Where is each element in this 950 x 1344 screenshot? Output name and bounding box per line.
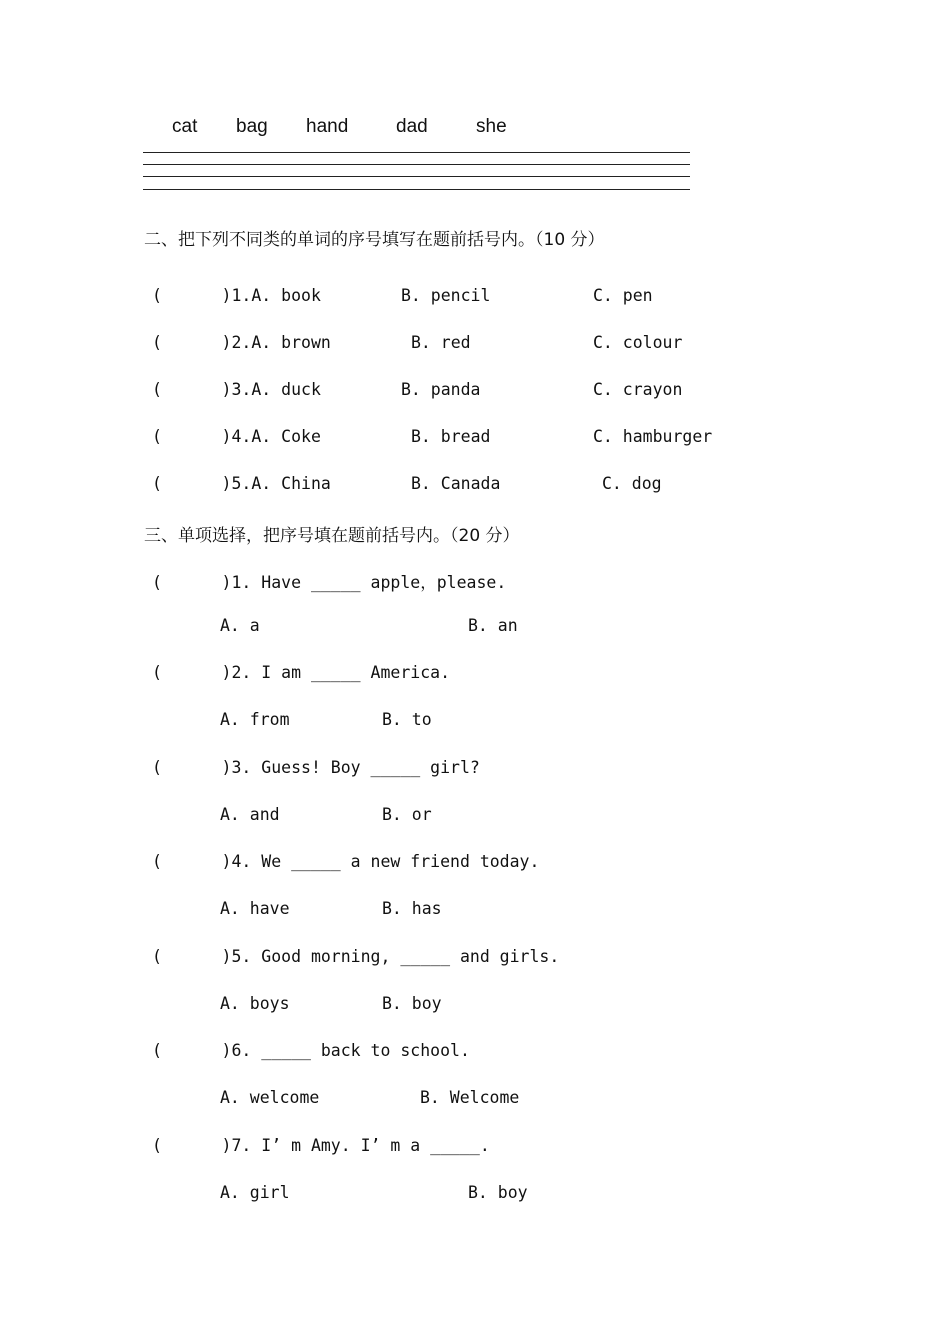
option-a: A. and bbox=[220, 805, 280, 824]
section2-heading: 二、把下列不同类的单词的序号填写在题前括号内。（10 分） bbox=[144, 230, 605, 250]
question-text: ( )5. Good morning, _____ and girls. bbox=[152, 947, 560, 966]
option-b: B. has bbox=[382, 899, 442, 918]
option-b: B. or bbox=[382, 805, 432, 824]
option-b: B. red bbox=[411, 333, 471, 352]
section3-heading: 三、单项选择，把序号填在题前括号内。（20 分） bbox=[144, 526, 520, 546]
option-b: B. an bbox=[468, 616, 518, 635]
question-text: ( )4. We _____ a new friend today. bbox=[152, 852, 540, 871]
option-a: A. have bbox=[220, 899, 290, 918]
option-b: B. boy bbox=[468, 1183, 528, 1202]
option-c: C. colour bbox=[593, 333, 683, 352]
writing-line bbox=[143, 164, 690, 165]
item-question: ( )3.A. duck bbox=[152, 380, 321, 399]
option-a: A. welcome bbox=[220, 1088, 320, 1107]
writing-line bbox=[143, 152, 690, 153]
option-b: B. boy bbox=[382, 994, 442, 1013]
question-text: ( )6. _____ back to school. bbox=[152, 1041, 470, 1060]
item-question: ( )5.A. China bbox=[152, 474, 331, 493]
item-question: ( )4.A. Coke bbox=[152, 427, 321, 446]
option-a: A. a bbox=[220, 616, 260, 635]
question-text: ( )2. I am _____ America. bbox=[152, 663, 451, 682]
word-cat: cat bbox=[172, 116, 198, 137]
writing-line bbox=[143, 189, 690, 190]
option-c: C. dog bbox=[602, 474, 662, 493]
question-text: ( )7. I’ m Amy. I’ m a _____. bbox=[152, 1136, 490, 1155]
option-a: A. boys bbox=[220, 994, 290, 1013]
word-dad: dad bbox=[396, 116, 428, 137]
writing-line bbox=[143, 176, 690, 177]
option-b: B. bread bbox=[411, 427, 491, 446]
question-text: ( )3. Guess! Boy _____ girl? bbox=[152, 758, 480, 777]
option-a: A. girl bbox=[220, 1183, 290, 1202]
option-c: C. crayon bbox=[593, 380, 683, 399]
question-text: ( )1. Have _____ apple，please. bbox=[152, 573, 507, 592]
word-she: she bbox=[476, 116, 507, 137]
word-bag: bag bbox=[236, 116, 268, 137]
word-hand: hand bbox=[306, 116, 349, 137]
item-question: ( )1.A. book bbox=[152, 286, 321, 305]
option-a: A. from bbox=[220, 710, 290, 729]
item-question: ( )2.A. brown bbox=[152, 333, 331, 352]
option-c: C. pen bbox=[593, 286, 653, 305]
option-b: B. pencil bbox=[401, 286, 491, 305]
option-c: C. hamburger bbox=[593, 427, 713, 446]
option-b: B. Canada bbox=[411, 474, 501, 493]
option-b: B. panda bbox=[401, 380, 481, 399]
option-b: B. to bbox=[382, 710, 432, 729]
option-b: B. Welcome bbox=[420, 1088, 520, 1107]
